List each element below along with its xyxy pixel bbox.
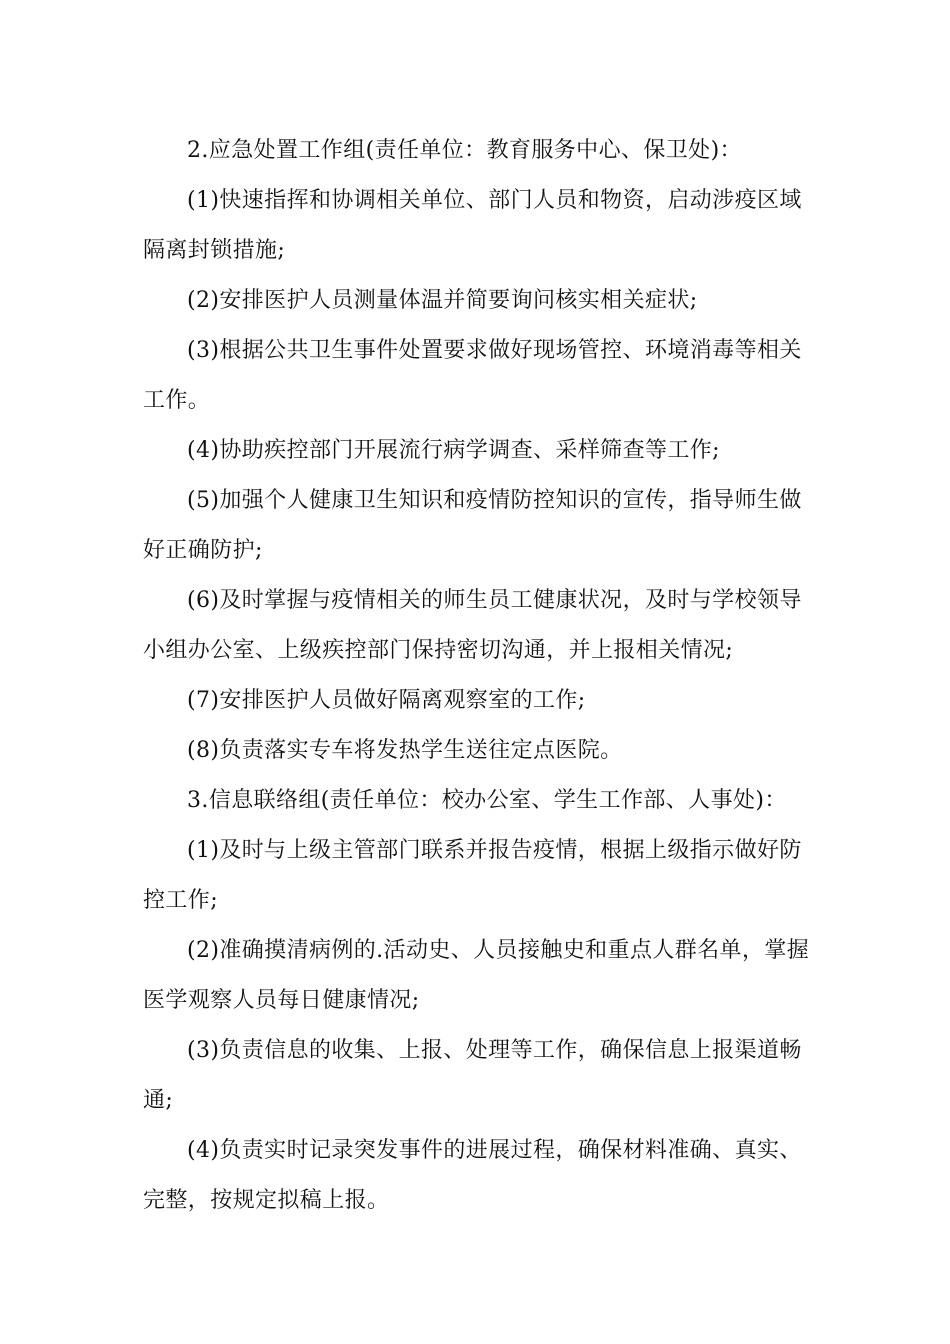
list-item: (2)安排医护人员测量体温并简要询问核实相关症状;: [187, 288, 698, 313]
list-item: (5)加强个人健康卫生知识和疫情防控知识的宣传，指导师生做好正确防护;: [143, 488, 802, 563]
section-heading-emergency-team: 2.应急处置工作组(责任单位：教育服务中心、保卫处)：: [187, 138, 742, 163]
list-item: (7)安排医护人员做好隔离观察室的工作;: [187, 688, 586, 713]
list-item: (8)负责落实专车将发热学生送往定点医院。: [187, 738, 623, 763]
document-body: [143, 126, 810, 1226]
list-item: (6)及时掌握与疫情相关的师生员工健康状况，及时与学校领导小组办公室、上级疾控部门保持密切沟通，并上报相关情况;: [143, 588, 802, 663]
list-item: (3)负责信息的收集、上报、处理等工作，确保信息上报渠道畅通;: [143, 1038, 802, 1113]
list-item: (1)快速指挥和协调相关单位、部门人员和物资，启动涉疫区域隔离封锁措施;: [143, 188, 802, 263]
list-item: (3)根据公共卫生事件处置要求做好现场管控、环境消毒等相关工作。: [143, 338, 802, 413]
list-item: (2)准确摸清病例的.活动史、人员接触史和重点人群名单，掌握医学观察人员每日健康情况;: [143, 938, 810, 1013]
list-item: (4)协助疾控部门开展流行病学调查、采样筛查等工作;: [187, 438, 720, 463]
list-item: (1)及时与上级主管部门联系并报告疫情，根据上级指示做好防控工作;: [143, 838, 802, 913]
list-item: (4)负责实时记录突发事件的进展过程，确保材料准确、真实、完整，按规定拟稿上报。: [143, 1138, 802, 1213]
section-heading-info-liaison-team: 3.信息联络组(责任单位：校办公室、学生工作部、人事处)：: [187, 788, 787, 813]
